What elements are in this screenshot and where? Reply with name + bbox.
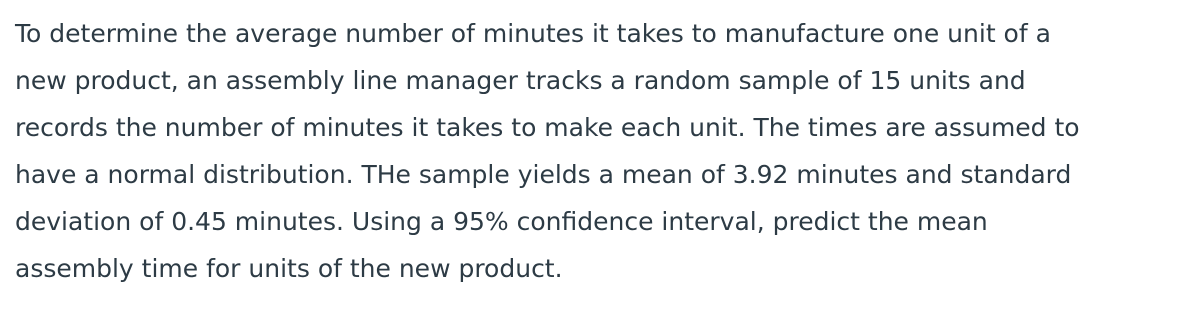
question-line: To determine the average number of minutes it takes to manufacture one unit of a [15,19,1051,48]
question-line: new product, an assembly line manager tracks a random sample of 15 units and [15,66,1026,95]
question-line: have a normal distribution. THe sample yields a mean of 3.92 minutes and standard [15,160,1072,189]
question-line: deviation of 0.45 minutes. Using a 95% confidence interval, predict the mean [15,207,988,236]
question-line: records the number of minutes it takes to make each unit. The times are assumed to [15,113,1080,142]
question-line: assembly time for units of the new product. [15,254,563,283]
